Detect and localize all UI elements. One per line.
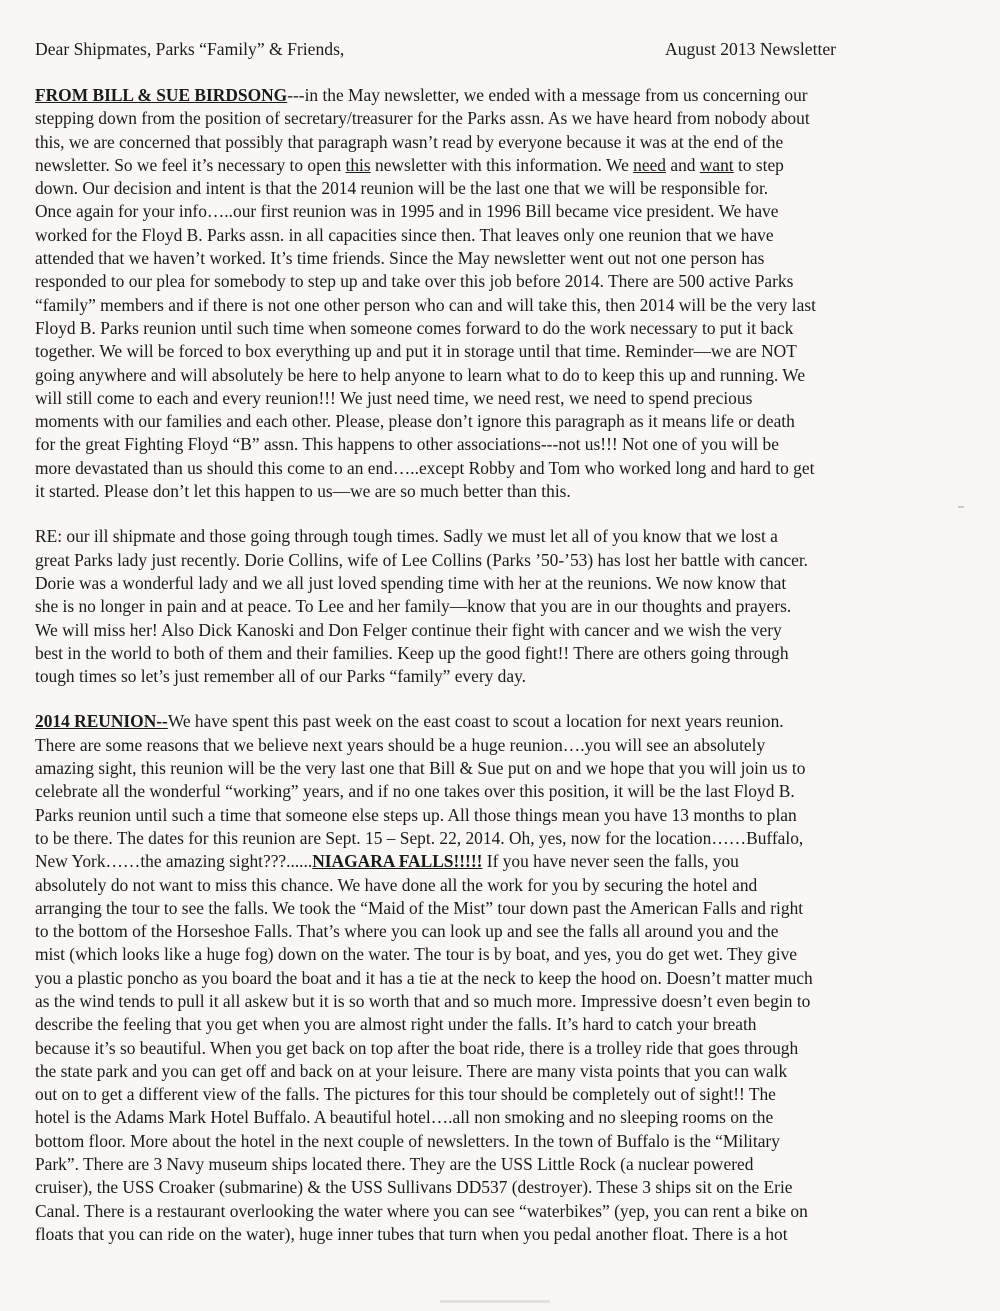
- text-line: [35, 967, 967, 990]
- text-segment: “family” members and if there is not one other person who can and will take this, then 2014 will be the very last: [35, 294, 816, 315]
- letter-header: [35, 36, 960, 62]
- text-line: [35, 1083, 967, 1106]
- text-segment: and: [666, 154, 700, 175]
- text-line: [35, 665, 967, 688]
- text-line: [35, 850, 967, 873]
- section-heading: FROM BILL & SUE BIRDSONG: [35, 85, 288, 105]
- text-segment: Parks reunion until such a time that someone else steps up. All those things mean you have 13 months to plan: [35, 804, 797, 825]
- text-segment: mist (which looks like a huge fog) down on the water. The tour is by boat, and yes, you do get wet. They give: [35, 944, 797, 965]
- text-line: [35, 200, 967, 223]
- text-line: [35, 804, 967, 827]
- text-segment: ---in the May newsletter, we ended with a message from us concerning our: [287, 85, 808, 105]
- text-segment: bottom floor. More about the hotel in the next couple of newsletters. In the town of Buffalo is the “Military: [35, 1130, 780, 1151]
- text-segment: will still come to each and every reunion!!! We just need time, we need rest, we need to spend precious: [35, 387, 753, 408]
- text-segment: responded to our plea for somebody to step up and take over this job before 2014. There are 500 active Parks: [35, 271, 794, 292]
- text-line: [35, 572, 967, 595]
- text-line: [35, 710, 967, 733]
- text-segment: We have spent this past week on the east coast to scout a location for next years reunion.: [167, 711, 784, 732]
- text-line: [35, 734, 967, 757]
- text-segment: RE: our ill shipmate and those going through tough times. Sadly we must let all of you know that we lost a: [35, 526, 778, 547]
- text-line: [35, 525, 967, 548]
- text-line: [35, 1153, 967, 1176]
- text-line: [35, 619, 967, 642]
- text-line: [35, 920, 967, 943]
- paragraph-birdsong: [35, 84, 967, 503]
- text-line: [35, 270, 967, 293]
- text-segment: more devastated than us should this come to an end…..except Robby and Tom who worked long and hard to get: [35, 457, 815, 478]
- text-segment: down. Our decision and intent is that the 2014 reunion will be the last one that we will be responsible for.: [35, 178, 769, 199]
- paragraph-ill-shipmate: [35, 525, 967, 688]
- text-segment: to step: [733, 154, 784, 175]
- text-segment: you a plastic poncho as you board the boat and it has a tie at the neck to keep the hood on. Doesn’t matter much: [35, 967, 813, 988]
- text-line: [35, 410, 967, 433]
- text-line: [35, 1200, 967, 1223]
- scan-artifact: [440, 1300, 550, 1303]
- text-segment: celebrate all the wonderful “working” years, and if no one takes over this position, it will be the last Floyd B.: [35, 781, 795, 802]
- text-segment: together. We will be forced to box everything up and put it in storage until that time. Reminder—we are NOT: [35, 341, 797, 362]
- text-line: [35, 433, 967, 456]
- salutation: Dear Shipmates, Parks “Family” & Friends,: [35, 39, 345, 59]
- text-segment: because it’s so beautiful. When you get back on top after the boat ride, there is a trolley ride that goes through: [35, 1037, 799, 1058]
- text-line: [35, 1176, 967, 1199]
- text-line: [35, 595, 967, 618]
- text-line: [35, 247, 967, 270]
- text-segment: this, we are concerned that possibly that paragraph wasn’t read by everyone because it was at the end of the: [35, 131, 784, 152]
- text-line: [35, 1013, 967, 1036]
- text-line: [35, 364, 967, 387]
- text-line: [35, 317, 967, 340]
- text-line: [35, 154, 967, 177]
- text-line: [35, 177, 967, 200]
- text-line: [35, 1106, 967, 1129]
- text-line: [35, 757, 967, 780]
- emphasis-text: NIAGARA FALLS!!!!!: [312, 851, 483, 872]
- newsletter-date: August 2013 Newsletter: [665, 39, 837, 59]
- text-segment: going anywhere and will absolutely be here to help anyone to learn what to do to keep this up and running. We: [35, 364, 806, 385]
- text-line: [35, 897, 967, 920]
- text-line: [35, 1130, 967, 1153]
- text-line: [35, 294, 967, 317]
- text-segment: floats that you can ride on the water), huge inner tubes that turn when you pedal another float. There is a hot: [35, 1223, 788, 1244]
- text-line: [35, 131, 967, 154]
- text-segment: to the bottom of the Horseshoe Falls. That’s where you can look up and see the falls all around you and the: [35, 921, 779, 942]
- text-segment: arranging the tour to see the falls. We took the “Maid of the Mist” tour down past the American Falls and right: [35, 897, 804, 918]
- text-line: [35, 84, 967, 107]
- text-segment: There are some reasons that we believe next years should be a huge reunion….you will see an absolutely: [35, 734, 766, 755]
- text-line: [35, 1037, 967, 1060]
- text-line: [35, 1060, 967, 1083]
- text-line: [35, 780, 967, 803]
- text-line: [35, 340, 967, 363]
- text-segment: amazing sight, this reunion will be the very last one that Bill & Sue put on and we hope that you will join us to: [35, 758, 806, 779]
- emphasis-text: need: [633, 154, 666, 175]
- text-segment: the state park and you can get off and back on at your leisure. There are many vista points that you can walk: [35, 1060, 788, 1081]
- text-line: [35, 827, 967, 850]
- text-line: [35, 457, 967, 480]
- text-segment: it started. Please don’t let this happen to us—we are so much better than this.: [35, 481, 571, 502]
- text-segment: Once again for your info…..our first reunion was in 1995 and in 1996 Bill became vice president. We have: [35, 201, 779, 222]
- text-line: [35, 107, 967, 130]
- text-line: [35, 990, 967, 1013]
- text-segment: New York……the amazing sight???......: [35, 851, 313, 872]
- text-segment: We will miss her! Also Dick Kanoski and Don Felger continue their fight with cancer and we wish the very: [35, 619, 782, 640]
- text-line: [35, 1223, 967, 1246]
- text-line: [35, 874, 967, 897]
- text-segment: she is no longer in pain and at peace. To Lee and her family—know that you are in our thoughts and prayers.: [35, 596, 792, 617]
- text-segment: cruiser), the USS Croaker (submarine) & the USS Sullivans DD537 (destroyer). These 3 ships sit on the Erie: [35, 1177, 793, 1198]
- text-segment: moments with our families and each other. Please, please don’t ignore this paragraph as it means life or death: [35, 411, 795, 432]
- text-line: [35, 480, 967, 503]
- text-segment: attended that we haven’t worked. It’s time friends. Since the May newsletter went out not one person has: [35, 248, 765, 269]
- text-segment: out on to get a different view of the falls. The pictures for this tour should be completely out of sight!! The: [35, 1084, 776, 1105]
- text-segment: great Parks lady just recently. Dorie Collins, wife of Lee Collins (Parks ’50-’53) has lost her battle with cancer.: [35, 549, 809, 570]
- text-segment: best in the world to both of them and their families. Keep up the good fight!! There are others going through: [35, 642, 789, 663]
- section-heading: 2014 REUNION--: [35, 711, 168, 732]
- text-line: [35, 224, 967, 247]
- text-segment: for the great Fighting Floyd “B” assn. This happens to other associations---not us!!! Not one of you will be: [35, 434, 779, 455]
- scan-artifact: [958, 506, 964, 508]
- text-segment: Park”. There are 3 Navy museum ships located there. They are the USS Little Rock (a nuclear powered: [35, 1154, 754, 1175]
- emphasis-text: want: [699, 154, 734, 175]
- text-segment: tough times so let’s just remember all of our Parks “family” every day.: [35, 666, 526, 687]
- paragraph-reunion-2014: [35, 710, 967, 1246]
- text-segment: Dorie was a wonderful lady and we all just loved spending time with her at the reunions. We now know that: [35, 572, 787, 593]
- text-segment: newsletter with this information. We: [370, 154, 634, 175]
- text-segment: Floyd B. Parks reunion until such time when someone comes forward to do the work necessary to put it back: [35, 317, 794, 338]
- text-line: [35, 387, 967, 410]
- text-segment: to be there. The dates for this reunion are Sept. 15 – Sept. 22, 2014. Oh, yes, now for the location……Buffalo,: [35, 827, 804, 848]
- text-segment: worked for the Floyd B. Parks assn. in all capacities since then. That leaves only one reunion that we have: [35, 224, 774, 245]
- text-line: [35, 943, 967, 966]
- text-segment: describe the feeling that you get when you are almost right under the falls. It’s hard to catch your breath: [35, 1014, 757, 1035]
- text-segment: hotel is the Adams Mark Hotel Buffalo. A beautiful hotel….all non smoking and no sleeping rooms on the: [35, 1107, 774, 1128]
- text-segment: newsletter. So we feel it’s necessary to open: [35, 154, 346, 175]
- text-segment: as the wind tends to pull it all askew but it is so worth that and so much more. Impressive doesn’t even begin to: [35, 990, 811, 1011]
- text-segment: Canal. There is a restaurant overlooking the water where you can see “waterbikes” (yep, you can rent a bike on: [35, 1200, 808, 1221]
- emphasis-text: this: [345, 154, 371, 175]
- text-segment: stepping down from the position of secretary/treasurer for the Parks assn. As we have heard from nobody about: [35, 108, 810, 129]
- text-line: [35, 642, 967, 665]
- text-line: [35, 549, 967, 572]
- text-segment: If you have never seen the falls, you: [482, 851, 739, 872]
- text-segment: absolutely do not want to miss this chance. We have done all the work for you by securing the hotel and: [35, 874, 758, 895]
- newsletter-body: [35, 84, 967, 1268]
